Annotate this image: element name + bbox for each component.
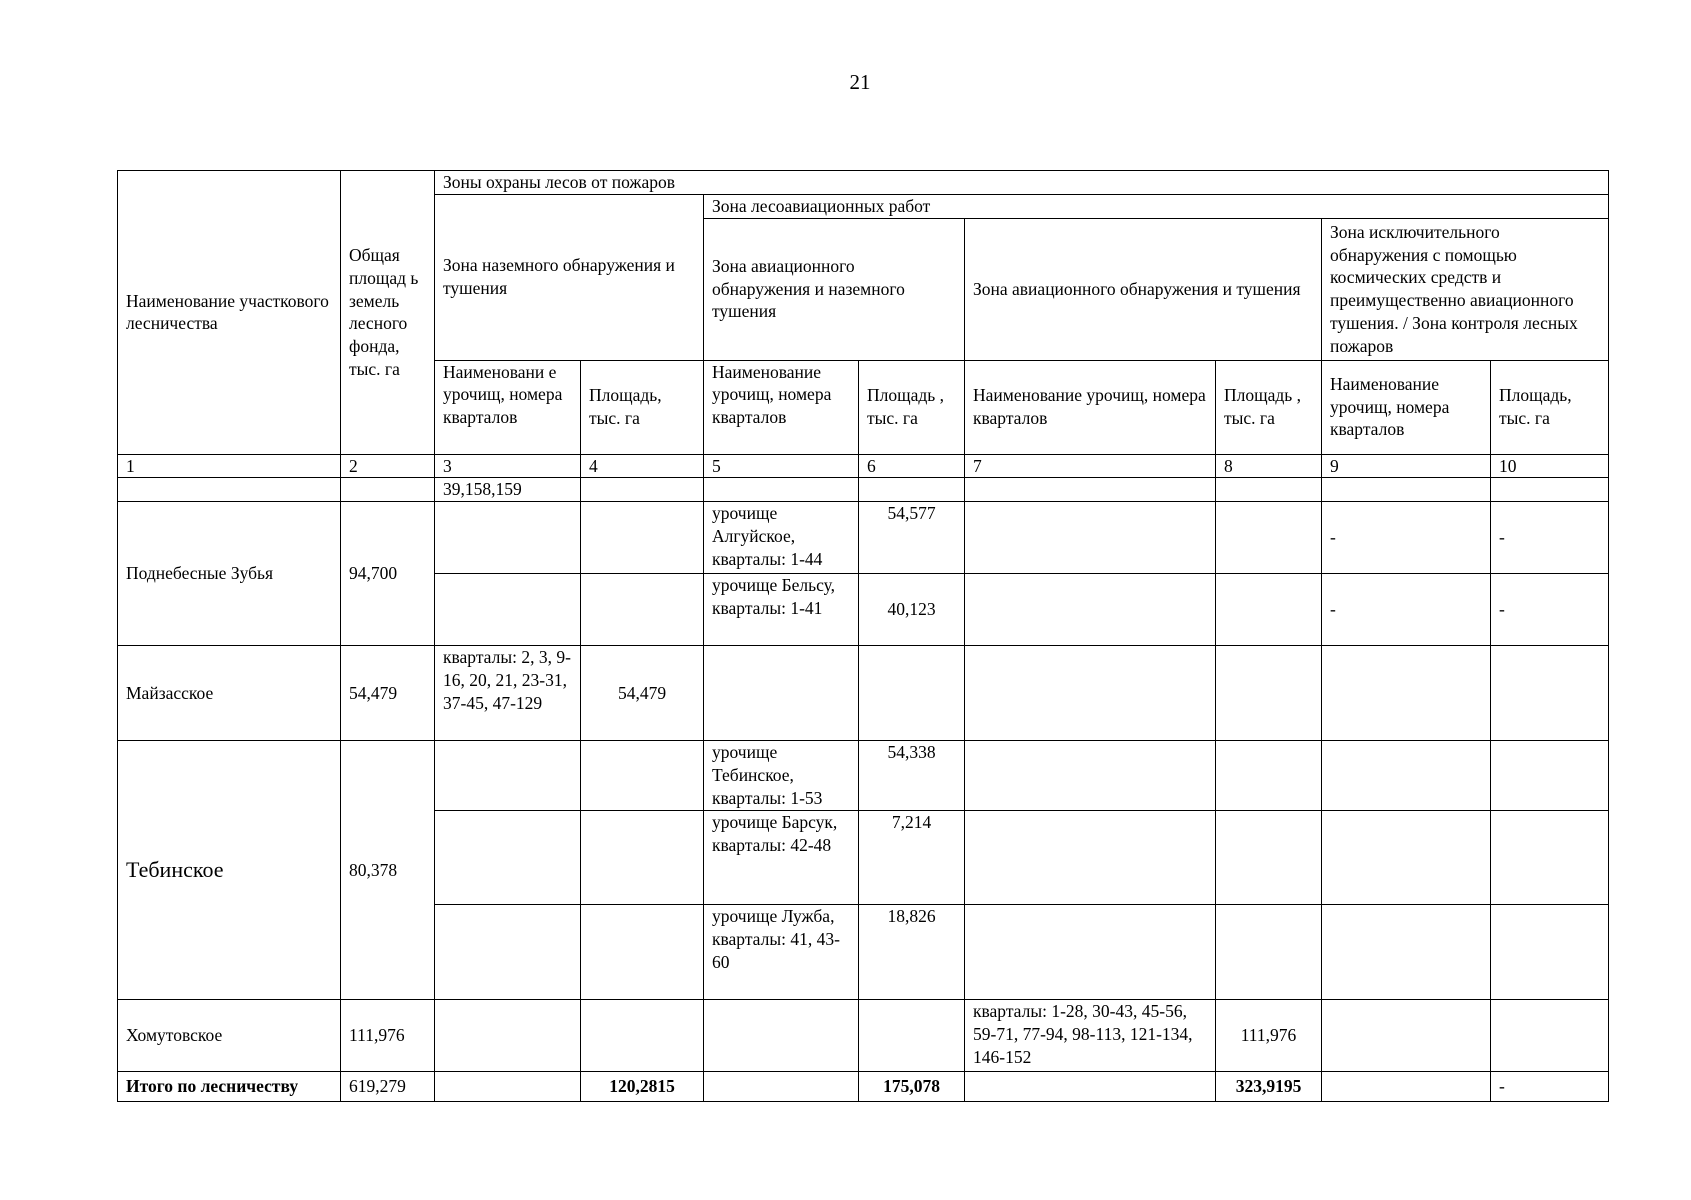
header-sub-area-10: Площадь, тыс. га <box>1491 360 1609 454</box>
col-number: 5 <box>704 454 859 478</box>
forestry-name: Хомутовское <box>118 1000 341 1072</box>
total-area-aviation-ground: 175,078 <box>859 1072 965 1102</box>
forestry-area: 111,976 <box>341 1000 435 1072</box>
col-number: 2 <box>341 454 435 478</box>
header-sub-area-4: Площадь, тыс. га <box>581 360 704 454</box>
col-number: 3 <box>435 454 581 478</box>
col-number: 7 <box>965 454 1216 478</box>
col-number: 6 <box>859 454 965 478</box>
col-number: 10 <box>1491 454 1609 478</box>
col-number: 1 <box>118 454 341 478</box>
forestry-area: 80,378 <box>341 741 435 1000</box>
table-row <box>118 1000 1609 1072</box>
tract-area: 18,826 <box>859 905 965 1000</box>
total-area: 619,279 <box>341 1072 435 1102</box>
header-sub-name-7: Наименование урочищ, номера кварталов <box>965 360 1216 454</box>
dash-cell: - <box>1322 502 1491 574</box>
header-total-area: Общая площад ь земель лесного фонда, тыс. га <box>341 171 435 455</box>
total-area-ground: 120,2815 <box>581 1072 704 1102</box>
forestry-area: 54,479 <box>341 646 435 741</box>
quarters-list: кварталы: 2, 3, 9-16, 20, 21, 23-31, 37-45, 47-129 <box>435 646 581 741</box>
table-row <box>118 646 1609 741</box>
page-number: 21 <box>849 70 871 94</box>
header-zone-ground: Зона наземного обнаружения и тушения <box>435 194 704 360</box>
tract-name: урочище Тебинское, кварталы: 1-53 <box>704 741 859 811</box>
column-numbers-row <box>118 454 1609 478</box>
total-area-aviation: 323,9195 <box>1216 1072 1322 1102</box>
tract-name: урочище Лужба, кварталы: 41, 43-60 <box>704 905 859 1000</box>
zone-area: 111,976 <box>1216 1000 1322 1072</box>
header-sub-name-3: Наименовани е урочищ, номера кварталов <box>435 360 581 454</box>
top-note: 39,158,159 <box>435 478 581 502</box>
col-number: 9 <box>1322 454 1491 478</box>
total-label: Итого по лесничеству <box>118 1072 341 1102</box>
header-zone-space: Зона исключительного обнаружения с помощью космических средств и преимущественно авиационного тушения. / Зона контроля лесных пожаров <box>1322 218 1609 360</box>
header-zones-title: Зоны охраны лесов от пожаров <box>435 171 1609 195</box>
dash-cell: - <box>1491 502 1609 574</box>
table-row <box>118 741 1609 811</box>
dash-cell: - <box>1322 574 1491 646</box>
col-number: 8 <box>1216 454 1322 478</box>
total-dash: - <box>1491 1072 1609 1102</box>
header-sub-name-9: Наименование урочищ, номера кварталов <box>1322 360 1491 454</box>
forestry-name: Поднебесные Зубья <box>118 502 341 646</box>
header-sub-name-5: Наименование урочищ, номера кварталов <box>704 360 859 454</box>
tract-area: 54,338 <box>859 741 965 811</box>
table-row <box>118 502 1609 574</box>
header-zone-aviation-ground: Зона авиационного обнаружения и наземного тушения <box>704 218 965 360</box>
header-zone-aviation: Зона авиационного обнаружения и тушения <box>965 218 1322 360</box>
col-number: 4 <box>581 454 704 478</box>
dash-cell: - <box>1491 574 1609 646</box>
tract-name: урочище Алгуйское, кварталы: 1-44 <box>704 502 859 574</box>
tract-area: 7,214 <box>859 811 965 905</box>
tract-name: урочище Барсук, кварталы: 42-48 <box>704 811 859 905</box>
header-aviation-works: Зона лесоавиационных работ <box>704 194 1609 218</box>
header-forestry-name: Наименование участкового лесничества <box>118 171 341 455</box>
forestry-area: 94,700 <box>341 502 435 646</box>
forestry-name: Майзасское <box>118 646 341 741</box>
forest-fire-zones-table <box>117 170 1609 1102</box>
forestry-name: Тебинское <box>118 741 341 1000</box>
table-row <box>118 478 1609 502</box>
header-sub-area-6: Площадь , тыс. га <box>859 360 965 454</box>
zone-area: 54,479 <box>581 646 704 741</box>
tract-area: 40,123 <box>859 574 965 646</box>
total-row <box>118 1072 1609 1102</box>
quarters-list: кварталы: 1-28, 30-43, 45-56, 59-71, 77-94, 98-113, 121-134, 146-152 <box>965 1000 1216 1072</box>
tract-name: урочище Бельсу, кварталы: 1-41 <box>704 574 859 646</box>
tract-area: 54,577 <box>859 502 965 574</box>
header-sub-area-8: Площадь , тыс. га <box>1216 360 1322 454</box>
